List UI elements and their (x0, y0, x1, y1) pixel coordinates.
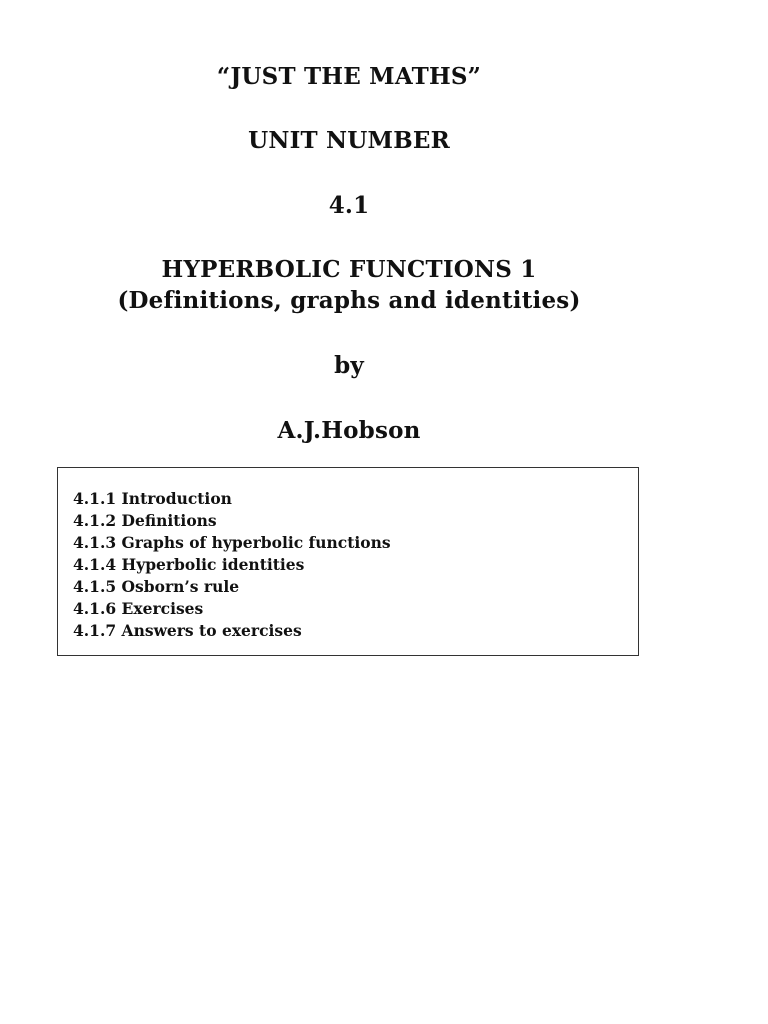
contents-item-graphs: 4.1.3 Graphs of hyperbolic functions (73, 533, 391, 552)
contents-item-introduction: 4.1.1 Introduction (73, 489, 232, 508)
series-title: “JUST THE MATHS” (216, 63, 482, 90)
topic-subtitle: (Definitions, graphs and identities) (117, 287, 581, 314)
contents-item-exercises: 4.1.6 Exercises (73, 599, 204, 618)
contents-item-identities: 4.1.4 Hyperbolic identities (73, 555, 305, 574)
topic-title: HYPERBOLIC FUNCTIONS 1 (161, 256, 537, 283)
by-label: by (334, 352, 364, 379)
contents-box (57, 467, 639, 656)
contents-item-osborns-rule: 4.1.5 Osborn’s rule (73, 577, 240, 596)
unit-number: 4.1 (328, 192, 370, 219)
contents-item-definitions: 4.1.2 Definitions (73, 511, 217, 530)
unit-label: UNIT NUMBER (248, 127, 450, 154)
contents-item-answers: 4.1.7 Answers to exercises (73, 621, 302, 640)
author-name: A.J.Hobson (277, 417, 421, 444)
contents-list (73, 488, 391, 642)
